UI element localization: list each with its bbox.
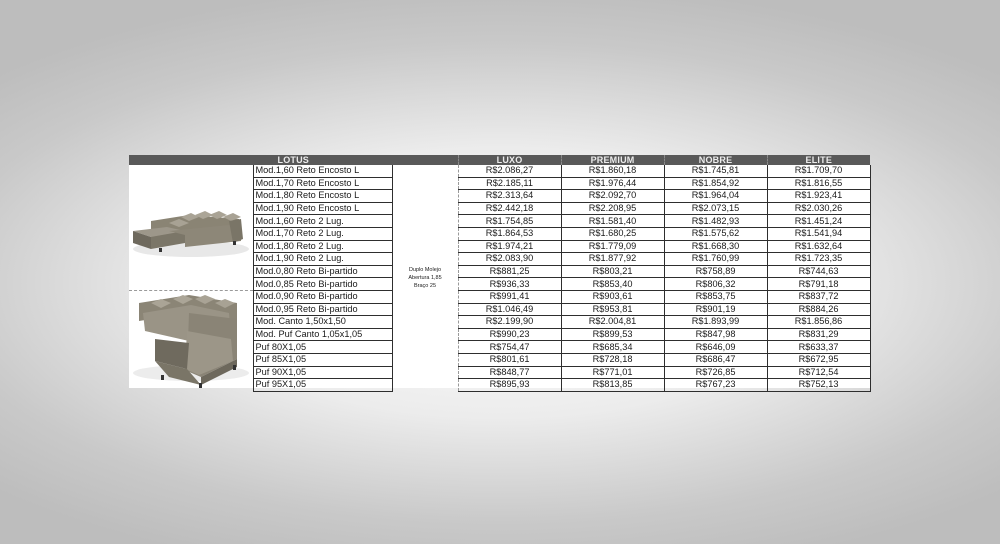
header-lotus: LOTUS	[129, 155, 458, 165]
price-cell-premium: R$2.208,95	[561, 202, 664, 215]
price-cell-premium: R$1.680,25	[561, 227, 664, 240]
product-image-cell-2	[129, 290, 253, 391]
header-elite: ELITE	[767, 155, 870, 165]
price-cell-luxo: R$1.046,49	[458, 303, 561, 316]
price-cell-premium: R$685,34	[561, 341, 664, 354]
model-cell: Puf 90X1,05	[253, 366, 392, 379]
price-cell-nobre: R$767,23	[664, 379, 767, 392]
model-cell: Mod. Canto 1,50x1,50	[253, 316, 392, 329]
price-cell-nobre: R$1.575,62	[664, 227, 767, 240]
price-cell-nobre: R$901,19	[664, 303, 767, 316]
price-cell-elite: R$744,63	[767, 265, 870, 278]
price-cell-elite: R$837,72	[767, 290, 870, 303]
sectional-sofa-image-2	[129, 291, 253, 391]
price-cell-luxo: R$936,33	[458, 278, 561, 291]
feature-text: Abertura 1,85	[408, 275, 442, 282]
model-cell: Mod.1,90 Reto Encosto L	[253, 202, 392, 215]
price-cell-premium: R$2.092,70	[561, 190, 664, 203]
price-cell-nobre: R$1.854,92	[664, 177, 767, 190]
price-cell-luxo: R$2.083,90	[458, 253, 561, 266]
model-cell: Mod. Puf Canto 1,05x1,05	[253, 328, 392, 341]
price-table	[129, 155, 871, 392]
header-premium: PREMIUM	[561, 155, 664, 165]
model-cell: Mod.1,90 Reto 2 Lug.	[253, 253, 392, 266]
price-cell-elite: R$884,26	[767, 303, 870, 316]
model-cell: Puf 85X1,05	[253, 353, 392, 366]
price-cell-luxo: R$2.185,11	[458, 177, 561, 190]
model-cell: Mod.1,80 Reto Encosto L	[253, 190, 392, 203]
price-cell-nobre: R$1.760,99	[664, 253, 767, 266]
table-header-row	[129, 155, 870, 165]
feature-text: Duplo Molejo	[408, 267, 442, 274]
model-cell: Puf 95X1,05	[253, 379, 392, 392]
price-cell-nobre: R$2.073,15	[664, 202, 767, 215]
price-cell-elite: R$712,54	[767, 366, 870, 379]
price-cell-nobre: R$726,85	[664, 366, 767, 379]
feature-text: Braço 25	[414, 283, 437, 290]
price-cell-elite: R$791,18	[767, 278, 870, 291]
model-cell: Mod.1,80 Reto 2 Lug.	[253, 240, 392, 253]
price-cell-premium: R$1.581,40	[561, 215, 664, 228]
price-cell-luxo: R$2.086,27	[458, 165, 561, 177]
price-cell-nobre: R$646,09	[664, 341, 767, 354]
price-cell-premium: R$953,81	[561, 303, 664, 316]
price-cell-nobre: R$1.668,30	[664, 240, 767, 253]
price-cell-elite: R$1.923,41	[767, 190, 870, 203]
price-cell-nobre: R$758,89	[664, 265, 767, 278]
table-row	[129, 165, 870, 177]
price-cell-premium: R$813,85	[561, 379, 664, 392]
price-cell-premium: R$2.004,81	[561, 316, 664, 329]
price-cell-luxo: R$2.313,64	[458, 190, 561, 203]
price-cell-premium: R$1.779,09	[561, 240, 664, 253]
price-cell-luxo: R$991,41	[458, 290, 561, 303]
model-cell: Mod.0,85 Reto Bi-partido	[253, 278, 392, 291]
model-cell: Mod.0,90 Reto Bi-partido	[253, 290, 392, 303]
price-cell-elite: R$831,29	[767, 328, 870, 341]
header-luxo: LUXO	[458, 155, 561, 165]
price-cell-luxo: R$895,93	[458, 379, 561, 392]
price-cell-luxo: R$881,25	[458, 265, 561, 278]
price-cell-elite: R$633,37	[767, 341, 870, 354]
price-cell-elite: R$1.723,35	[767, 253, 870, 266]
price-cell-nobre: R$847,98	[664, 328, 767, 341]
price-cell-luxo: R$1.754,85	[458, 215, 561, 228]
price-cell-luxo: R$1.974,21	[458, 240, 561, 253]
price-cell-nobre: R$1.745,81	[664, 165, 767, 177]
price-cell-premium: R$771,01	[561, 366, 664, 379]
price-cell-nobre: R$686,47	[664, 353, 767, 366]
price-cell-luxo: R$1.864,53	[458, 227, 561, 240]
price-cell-premium: R$853,40	[561, 278, 664, 291]
price-sheet	[129, 155, 870, 388]
price-cell-premium: R$1.976,44	[561, 177, 664, 190]
price-cell-nobre: R$1.964,04	[664, 190, 767, 203]
price-cell-luxo: R$848,77	[458, 366, 561, 379]
price-cell-nobre: R$1.482,93	[664, 215, 767, 228]
price-cell-premium: R$803,21	[561, 265, 664, 278]
price-cell-elite: R$1.709,70	[767, 165, 870, 177]
price-cell-elite: R$1.816,55	[767, 177, 870, 190]
price-cell-luxo: R$2.199,90	[458, 316, 561, 329]
price-cell-elite: R$1.541,94	[767, 227, 870, 240]
price-cell-premium: R$899,53	[561, 328, 664, 341]
price-cell-elite: R$752,13	[767, 379, 870, 392]
model-cell: Puf 80X1,05	[253, 341, 392, 354]
price-cell-nobre: R$853,75	[664, 290, 767, 303]
model-cell: Mod.1,60 Reto 2 Lug.	[253, 215, 392, 228]
model-cell: Mod.1,60 Reto Encosto L	[253, 165, 392, 177]
price-cell-elite: R$1.856,86	[767, 316, 870, 329]
model-cell: Mod.1,70 Reto 2 Lug.	[253, 227, 392, 240]
price-cell-nobre: R$1.893,99	[664, 316, 767, 329]
product-image-cell-1	[129, 165, 253, 290]
price-cell-premium: R$1.877,92	[561, 253, 664, 266]
sectional-sofa-image-1	[129, 165, 253, 285]
features-cell	[392, 165, 458, 391]
price-cell-elite: R$1.451,24	[767, 215, 870, 228]
price-cell-premium: R$728,18	[561, 353, 664, 366]
header-nobre: NOBRE	[664, 155, 767, 165]
price-cell-luxo: R$754,47	[458, 341, 561, 354]
price-cell-luxo: R$801,61	[458, 353, 561, 366]
price-cell-luxo: R$990,23	[458, 328, 561, 341]
model-cell: Mod.0,80 Reto Bi-partido	[253, 265, 392, 278]
price-cell-luxo: R$2.442,18	[458, 202, 561, 215]
model-cell: Mod.1,70 Reto Encosto L	[253, 177, 392, 190]
price-cell-premium: R$1.860,18	[561, 165, 664, 177]
model-cell: Mod.0,95 Reto Bi-partido	[253, 303, 392, 316]
table-row	[129, 290, 870, 303]
price-cell-elite: R$672,95	[767, 353, 870, 366]
price-cell-elite: R$1.632,64	[767, 240, 870, 253]
price-cell-nobre: R$806,32	[664, 278, 767, 291]
price-cell-elite: R$2.030,26	[767, 202, 870, 215]
price-cell-premium: R$903,61	[561, 290, 664, 303]
